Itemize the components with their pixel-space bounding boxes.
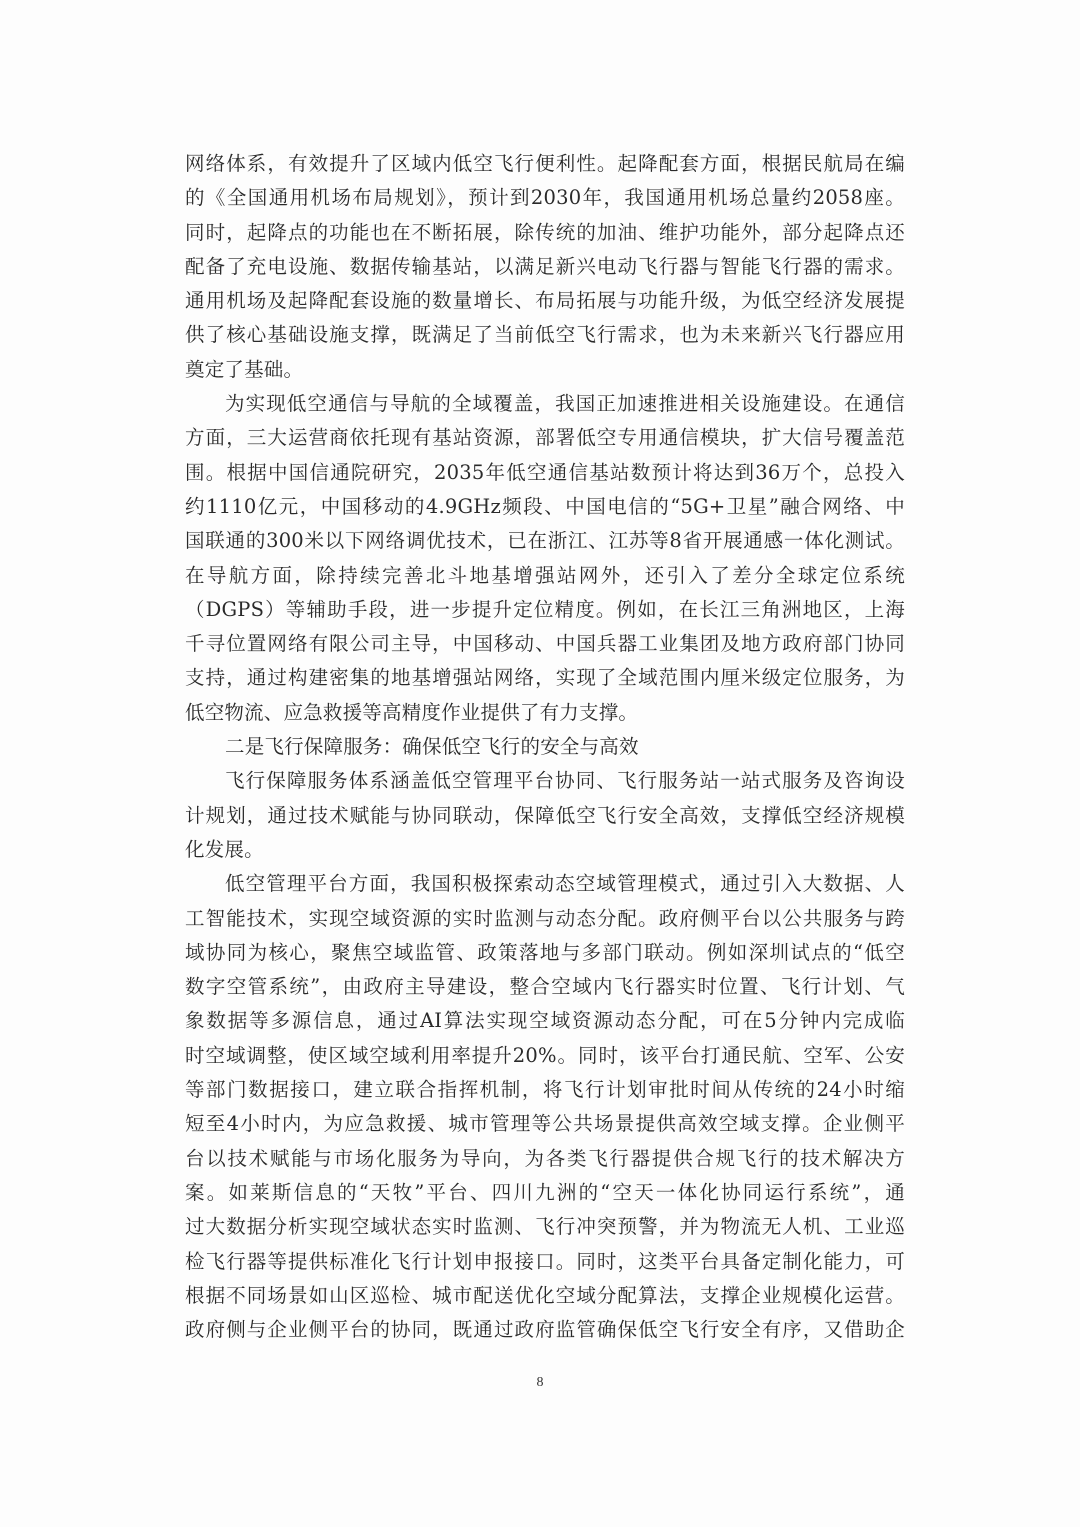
text-line: 台以技术赋能与市场化服务为导向，为各类飞行器提供合规飞行的技术解决方 (185, 1146, 905, 1170)
text-line: 国联通的300米以下网络调优技术，已在浙江、江苏等8省开展通感一体化测试。 (185, 529, 905, 553)
text-line: 为实现低空通信与导航的全域覆盖，我国正加速推进相关设施建设。在通信 (225, 392, 905, 416)
text-line: 等部门数据接口，建立联合指挥机制，将飞行计划审批时间从传统的24小时缩 (185, 1078, 905, 1102)
text-line: 象数据等多源信息，通过AI算法实现空域资源动态分配，可在5分钟内完成临 (185, 1009, 905, 1033)
text-line: 检飞行器等提供标准化飞行计划申报接口。同时，这类平台具备定制化能力，可 (185, 1249, 905, 1273)
text-line: 案。如莱斯信息的“天牧”平台、四川九洲的“空天一体化协同运行系统”，通 (185, 1180, 905, 1204)
body-text (185, 147, 905, 1347)
text-line: 通用机场及起降配套设施的数量增长、布局拓展与功能升级，为低空经济发展提 (185, 289, 905, 313)
text-line: 方面，三大运营商依托现有基站资源，部署低空专用通信模块，扩大信号覆盖范 (185, 426, 905, 450)
text-line: 的《全国通用机场布局规划》，预计到2030年，我国通用机场总量约2058座。 (185, 186, 905, 210)
text-line: 域协同为核心，聚焦空域监管、政策落地与多部门联动。例如深圳试点的“低空 (185, 940, 905, 964)
text-line: 同时，起降点的功能也在不断拓展，除传统的加油、维护功能外，部分起降点还 (185, 220, 905, 244)
text-line: 工智能技术，实现空域资源的实时监测与动态分配。政府侧平台以公共服务与跨 (185, 906, 905, 930)
text-line: 网络体系，有效提升了区域内低空飞行便利性。起降配套方面，根据民航局在编 (185, 152, 905, 175)
text-line: 化发展。 (185, 837, 264, 861)
text-line: 时空域调整，使区域空域利用率提升20%。同时，该平台打通民航、空军、公安 (185, 1043, 905, 1067)
text-line: 过大数据分析实现空域状态实时监测、飞行冲突预警，并为物流无人机、工业巡 (185, 1215, 905, 1239)
text-line: 围。根据中国信通院研究，2035年低空通信基站数预计将达到36万个，总投入 (185, 460, 905, 484)
text-line: 数字空管系统”，由政府主导建设，整合空域内飞行器实时位置、飞行计划、气 (185, 975, 905, 999)
text-line: 在导航方面，除持续完善北斗地基增强站网外，还引入了差分全球定位系统 (185, 563, 905, 587)
text-line: 低空物流、应急救援等高精度作业提供了有力支撑。 (185, 700, 639, 724)
text-line: 政府侧与企业侧平台的协同，既通过政府监管确保低空飞行安全有序，又借助企 (185, 1318, 905, 1342)
text-line: 奠定了基础。 (185, 357, 304, 381)
text-line: 配备了充电设施、数据传输基站，以满足新兴电动飞行器与智能飞行器的需求。 (185, 254, 905, 278)
text-line: 飞行保障服务体系涵盖低空管理平台协同、飞行服务站一站式服务及咨询设 (225, 769, 905, 793)
text-line: 低空管理平台方面，我国积极探索动态空域管理模式，通过引入大数据、人 (225, 872, 905, 896)
page-number: 8 (536, 1375, 544, 1390)
text-line: （DGPS）等辅助手段，进一步提升定位精度。例如，在长江三角洲地区，上海 (185, 597, 905, 621)
text-line: 二是飞行保障服务：确保低空飞行的安全与高效 (225, 735, 639, 759)
text-line: 短至4小时内，为应急救援、城市管理等公共场景提供高效空域支撑。企业侧平 (185, 1112, 905, 1136)
text-line: 千寻位置网络有限公司主导，中国移动、中国兵器工业集团及地方政府部门协同 (185, 632, 905, 656)
text-line: 约1110亿元，中国移动的4.9GHz频段、中国电信的“5G+卫星”融合网络、中 (185, 494, 905, 518)
text-line: 供了核心基础设施支撑，既满足了当前低空飞行需求，也为未来新兴飞行器应用 (185, 323, 905, 347)
text-line: 计规划，通过技术赋能与协同联动，保障低空飞行安全高效，支撑低空经济规模 (185, 803, 905, 827)
text-line: 支持，通过构建密集的地基增强站网络，实现了全域范围内厘米级定位服务，为 (185, 666, 905, 690)
text-line: 根据不同场景如山区巡检、城市配送优化空域分配算法，支撑企业规模化运营。 (185, 1283, 905, 1307)
